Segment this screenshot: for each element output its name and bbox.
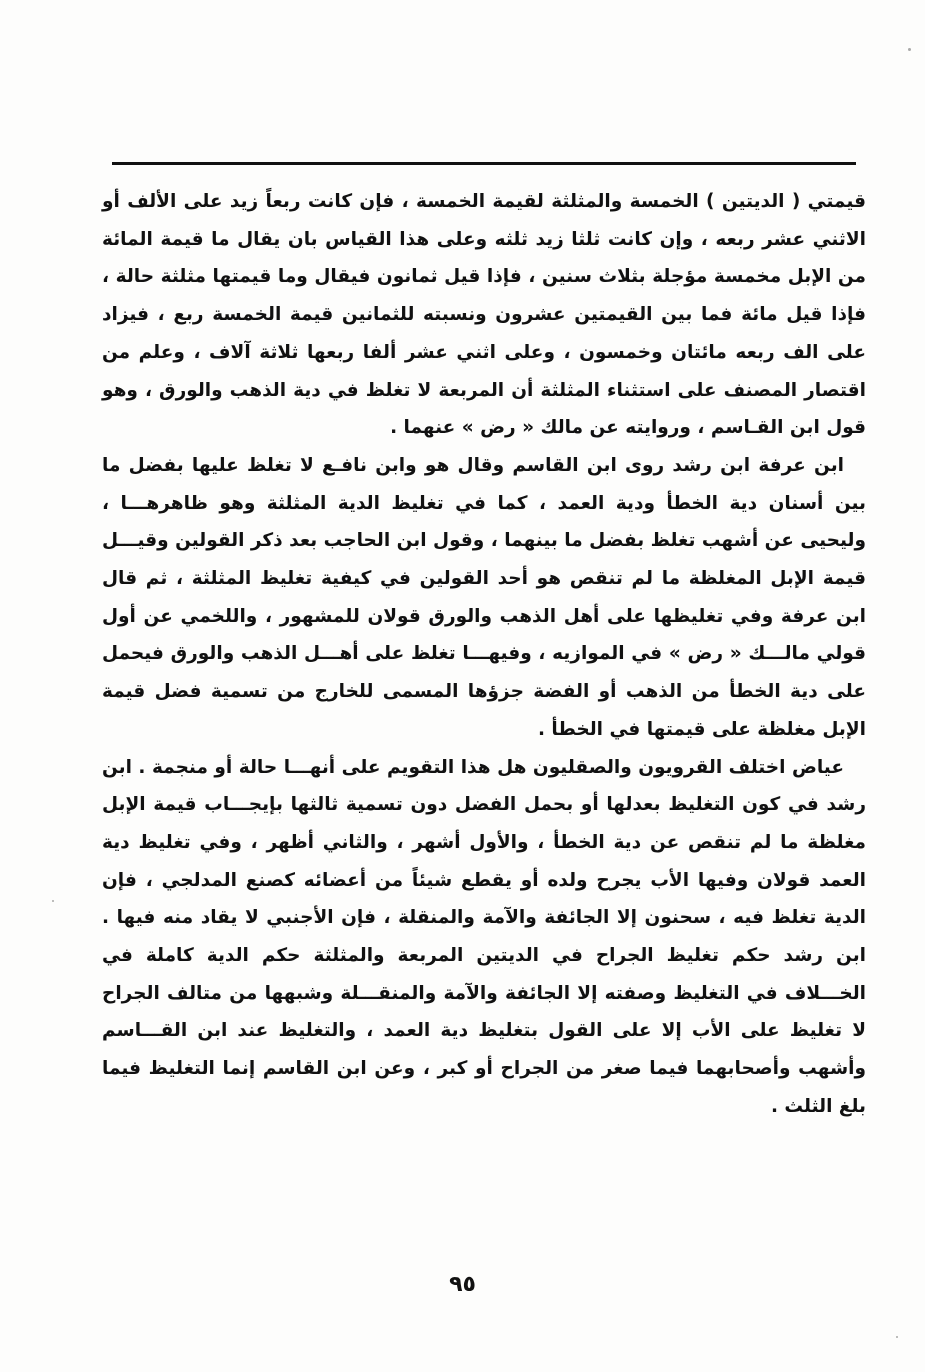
scan-speck xyxy=(908,48,911,51)
header-rule xyxy=(112,162,856,165)
page-number: ٩٥ xyxy=(449,1272,476,1297)
paragraph-3: عياض اختلف القرويون والصقليون هل هذا التقويم على أنهـــا حالة أو منجمة . ابن رشد في كون التغليظ بعدلها أو بحمل الفضل دون تسمية ثالثها بإيجـــاب قيمة الإبل مغلظة ما لم تنقص عن دية الخطأ ، والأول أشهر ، والثاني أظهر ، وفي تغليظ دية العمد قولان وفيها الأب يجرح ولده أو يقطع شيئاً من أعضائه كصنع المدلجي ، فإن الدية تغلظ فيه ، سحنون إلا الجائفة والآمة والمنقلة ، فإن الأجنبي لا يقاد منه فيها . ابن رشد حكم تغليظ الجراح في الديتين المربعة والمثلثة حكم الدية كاملة في الخـــلاف في التغليظ وصفته إلا الجائفة والآمة والمنقـــلة وشبهها من متالف الجراح لا تغليظ على الأب إلا على القول بتغليظ دية العمد ، والتغليظ عند ابن القـــاسم وأشهب وأصحابهما فيما صغر من الجراح أو كبر ، وعن ابن القاسم إنما التغليظ فيما بلغ الثلث . xyxy=(102,756,866,1117)
paragraph-1: قيمتي ( الديتين ) الخمسة والمثلثة لقيمة الخمسة ، فإن كانت ربعاً زيد على الألف أو الاثني عشر ربعه ، وإن كانت ثلثا زيد ثلثه وعلى هذا القياس بان يقال ما قيمة المائة من الإبل مخمسة مؤجلة بثلاث سنين ، فإذا قيل ثمانون فيقال وما قيمتها مثلثة حالة ، فإذا قيل مائة فما بين القيمتين عشرون ونسبته للثمانين قيمة الخمسة ربع ، فيزاد على الف ربعه مائتان وخمسون ، وعلى اثني عشر ألفا ربعها ثلاثة آلاف ، وعلم من اقتصار المصنف على استثناء المثلثة أن المربعة لا تغلظ في دية الذهب والورق ، وهو قول ابن القـاسم ، وروايته عن مالك « رض » عنهما . xyxy=(102,191,866,439)
scan-speck xyxy=(52,900,54,902)
body-text xyxy=(102,183,866,1126)
scan-speck xyxy=(896,1336,898,1338)
paragraph-2: ابن عرفة ابن رشد روى ابن القاسم وقال هو وابن نافـع لا تغلظ عليها بفضل ما بين أسنان دية الخطأ ودية العمد ، كما في تغليظ الدية المثلثة وهو ظاهرهـــا ، وليحيى عن أشهب تغلظ بفضل ما بينهما ، وقول ابن الحاجب بعد ذكر القولين وقيـــل قيمة الإبل المغلظة ما لم تنقص هو أحد القولين في كيفية تغليظ المثلثة ، ثم قال ابن عرفة وفي تغليظها على أهل الذهب والورق قولان للمشهور ، واللخمي عن أول قولي مالـــك « رض » في الموازيه ، وفيهـــا تغلظ على أهـــل الذهب والورق فيحمل على دية الخطأ من الذهب أو الفضة جزؤها المسمى للخارج من تسمية فضل قيمة الإبل مغلظة على قيمتها في الخطأ . xyxy=(102,454,866,740)
